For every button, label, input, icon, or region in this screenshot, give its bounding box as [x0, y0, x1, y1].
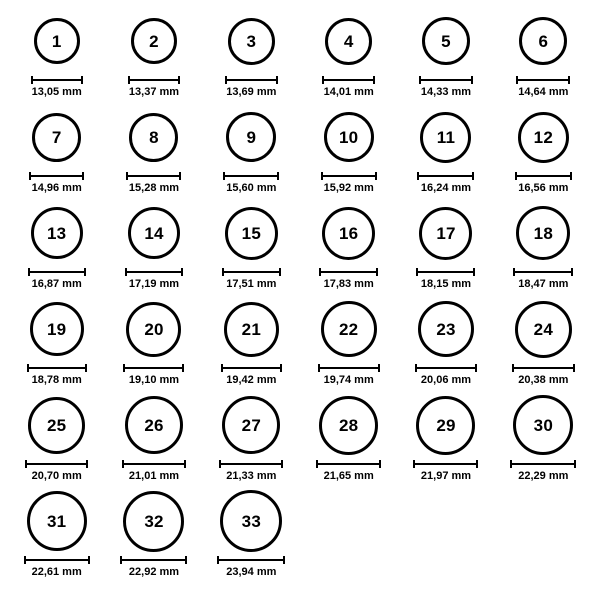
measure-bar-icon [219, 463, 283, 465]
ring-circle-wrap [34, 10, 80, 72]
ring-circle-icon [226, 112, 276, 162]
diameter-label: 13,37 mm [128, 86, 180, 98]
ring-size-number: 19 [47, 319, 67, 339]
diameter-measure-line [419, 76, 473, 84]
ring-circle-wrap [28, 394, 85, 456]
ring-size-number: 3 [246, 31, 257, 51]
ring-circle-wrap [419, 202, 472, 264]
ring-circle-wrap [30, 298, 84, 360]
ring-size-cell [8, 490, 105, 586]
ring-circle-icon [518, 112, 569, 163]
ring-circle-icon [519, 17, 567, 65]
diameter-measure-line [122, 460, 186, 468]
ring-circle-wrap [27, 490, 87, 552]
diameter-measure-line [27, 364, 87, 372]
ring-size-number: 29 [436, 415, 456, 435]
diameter-measure-line [415, 364, 477, 372]
ring-size-cell [203, 10, 300, 106]
measure-bar-icon [222, 271, 281, 273]
diameter-label: 18,15 mm [420, 278, 472, 290]
ring-size-cell [300, 394, 397, 490]
ring-circle-wrap [319, 394, 378, 456]
ring-size-grid [8, 10, 592, 586]
ring-circle-icon [418, 301, 474, 357]
ring-circle-icon [34, 18, 80, 64]
diameter-measure-line [128, 76, 180, 84]
diameter-measure-line [316, 460, 381, 468]
ring-size-number: 33 [241, 511, 261, 531]
ring-size-number: 17 [436, 223, 456, 243]
diameter-measure-line [31, 76, 83, 84]
ring-size-number: 27 [241, 415, 261, 435]
diameter-label: 16,56 mm [518, 182, 569, 194]
diameter-label: 13,05 mm [31, 86, 82, 98]
diameter-measure-line [321, 172, 377, 180]
ring-size-cell [397, 298, 494, 394]
diameter-measure-line [225, 76, 278, 84]
ring-size-cell [495, 202, 592, 298]
measure-bar-icon [316, 463, 381, 465]
ring-size-cell [203, 202, 300, 298]
ring-size-cell [300, 106, 397, 202]
diameter-measure-line [123, 364, 184, 372]
diameter-label: 21,01 mm [128, 470, 180, 482]
ring-circle-icon [515, 301, 572, 358]
diameter-label: 17,51 mm [226, 278, 277, 290]
ring-circle-wrap [32, 106, 81, 168]
measure-bar-icon [516, 79, 570, 81]
ring-size-number: 5 [441, 31, 451, 51]
measure-bar-icon [318, 367, 380, 369]
ring-size-cell [105, 106, 202, 202]
measure-bar-icon [513, 271, 573, 273]
ring-size-number: 25 [47, 415, 67, 435]
diameter-label: 23,94 mm [226, 566, 277, 578]
ring-circle-icon [319, 396, 378, 455]
ring-size-number: 6 [538, 31, 549, 51]
ring-size-cell [300, 10, 397, 106]
ring-size-cell [8, 10, 105, 106]
ring-circle-wrap [126, 298, 181, 360]
diameter-label: 22,92 mm [128, 566, 180, 578]
ring-circle-icon [321, 301, 377, 357]
ring-size-cell [203, 394, 300, 490]
ring-circle-wrap [131, 10, 177, 72]
ring-circle-wrap [516, 202, 570, 264]
ring-size-cell [203, 106, 300, 202]
diameter-label: 14,33 mm [420, 86, 472, 98]
measure-bar-icon [126, 175, 181, 177]
ring-circle-wrap [226, 106, 276, 168]
ring-circle-wrap [519, 10, 567, 72]
ring-circle-icon [416, 396, 475, 455]
diameter-measure-line [513, 268, 573, 276]
ring-circle-wrap [31, 202, 83, 264]
diameter-label: 15,28 mm [128, 182, 180, 194]
diameter-label: 15,60 mm [226, 182, 277, 194]
diameter-label: 14,96 mm [31, 182, 82, 194]
measure-bar-icon [125, 271, 183, 273]
ring-size-number: 23 [436, 319, 456, 339]
ring-circle-wrap [416, 394, 475, 456]
diameter-measure-line [512, 364, 575, 372]
ring-circle-icon [322, 207, 375, 260]
ring-circle-icon [324, 112, 374, 162]
ring-size-cell [8, 394, 105, 490]
ring-size-cell [105, 202, 202, 298]
diameter-measure-line [322, 76, 375, 84]
ring-circle-wrap [129, 106, 178, 168]
diameter-measure-line [217, 556, 285, 564]
ring-size-number: 26 [144, 415, 164, 435]
ring-size-cell [105, 298, 202, 394]
diameter-measure-line [510, 460, 576, 468]
ring-circle-wrap [123, 490, 184, 552]
ring-size-cell [397, 202, 494, 298]
diameter-label: 19,10 mm [128, 374, 180, 386]
measure-bar-icon [123, 367, 184, 369]
measure-bar-icon [417, 175, 474, 177]
measure-bar-icon [223, 175, 279, 177]
diameter-measure-line [25, 460, 88, 468]
diameter-label: 13,69 mm [226, 86, 277, 98]
diameter-label: 21,97 mm [420, 470, 472, 482]
ring-size-number: 18 [533, 223, 553, 243]
ring-size-number: 4 [343, 31, 354, 51]
ring-size-number: 22 [339, 319, 359, 339]
diameter-measure-line [24, 556, 90, 564]
measure-bar-icon [415, 367, 477, 369]
measure-bar-icon [24, 559, 90, 561]
ring-circle-wrap [321, 298, 377, 360]
measure-bar-icon [225, 79, 278, 81]
ring-size-number: 8 [149, 127, 159, 147]
ring-circle-wrap [325, 10, 372, 72]
ring-size-number: 21 [241, 319, 261, 339]
ring-circle-icon [224, 302, 279, 357]
ring-circle-icon [222, 396, 280, 454]
diameter-measure-line [29, 172, 84, 180]
diameter-label: 18,47 mm [518, 278, 569, 290]
ring-size-number: 24 [533, 319, 553, 339]
measure-bar-icon [217, 559, 285, 561]
measure-bar-icon [120, 559, 187, 561]
ring-size-cell [495, 106, 592, 202]
diameter-label: 20,70 mm [31, 470, 82, 482]
diameter-measure-line [319, 268, 378, 276]
diameter-measure-line [28, 268, 86, 276]
ring-circle-icon [513, 395, 573, 455]
measure-bar-icon [25, 463, 88, 465]
measure-bar-icon [416, 271, 475, 273]
ring-circle-icon [31, 207, 83, 259]
diameter-measure-line [318, 364, 380, 372]
ring-circle-icon [228, 18, 275, 65]
diameter-label: 21,65 mm [323, 470, 374, 482]
ring-size-number: 1 [51, 31, 62, 51]
diameter-label: 18,78 mm [31, 374, 82, 386]
diameter-label: 21,33 mm [226, 470, 277, 482]
ring-circle-wrap [225, 202, 278, 264]
diameter-measure-line [221, 364, 282, 372]
diameter-label: 16,87 mm [31, 278, 82, 290]
ring-size-cell [105, 394, 202, 490]
measure-bar-icon [321, 175, 377, 177]
ring-size-number: 10 [339, 127, 359, 147]
diameter-measure-line [126, 172, 181, 180]
ring-size-cell [105, 490, 202, 586]
diameter-measure-line [516, 76, 570, 84]
diameter-measure-line [515, 172, 572, 180]
ring-circle-icon [128, 207, 180, 259]
ring-circle-wrap [420, 106, 471, 168]
diameter-measure-line [219, 460, 283, 468]
measure-bar-icon [28, 271, 86, 273]
measure-bar-icon [29, 175, 84, 177]
measure-bar-icon [319, 271, 378, 273]
ring-circle-wrap [515, 298, 572, 360]
ring-circle-icon [125, 396, 183, 454]
diameter-label: 14,01 mm [323, 86, 374, 98]
ring-size-number: 16 [339, 223, 359, 243]
ring-size-number: 13 [47, 223, 67, 243]
ring-circle-wrap [322, 202, 375, 264]
ring-size-cell [203, 490, 300, 586]
measure-bar-icon [512, 367, 575, 369]
ring-circle-icon [27, 491, 87, 551]
measure-bar-icon [419, 79, 473, 81]
ring-circle-wrap [518, 106, 569, 168]
ring-circle-wrap [513, 394, 573, 456]
ring-size-cell [495, 10, 592, 106]
ring-size-number: 31 [47, 511, 67, 531]
ring-size-number: 12 [533, 127, 553, 147]
ring-size-number: 2 [149, 31, 159, 51]
ring-circle-icon [419, 207, 472, 260]
ring-circle-icon [220, 490, 282, 552]
diameter-measure-line [416, 268, 475, 276]
ring-circle-wrap [418, 298, 474, 360]
measure-bar-icon [413, 463, 478, 465]
ring-size-number: 30 [533, 415, 553, 435]
measure-bar-icon [221, 367, 282, 369]
diameter-label: 16,24 mm [420, 182, 472, 194]
measure-bar-icon [128, 79, 180, 81]
ring-circle-icon [32, 113, 81, 162]
ring-size-number: 7 [51, 127, 62, 147]
ring-size-number: 28 [339, 415, 359, 435]
ring-circle-icon [129, 113, 178, 162]
measure-bar-icon [31, 79, 83, 81]
diameter-label: 19,42 mm [226, 374, 277, 386]
ring-circle-wrap [125, 394, 183, 456]
diameter-label: 22,29 mm [518, 470, 569, 482]
ring-circle-icon [422, 17, 470, 65]
ring-size-cell [495, 394, 592, 490]
ring-size-cell [397, 106, 494, 202]
ring-circle-icon [516, 206, 570, 260]
ring-circle-wrap [422, 10, 470, 72]
diameter-measure-line [417, 172, 474, 180]
ring-circle-wrap [228, 10, 275, 72]
ring-circle-wrap [222, 394, 280, 456]
ring-size-cell [105, 10, 202, 106]
ring-size-cell [203, 298, 300, 394]
ring-size-number: 32 [144, 511, 164, 531]
diameter-label: 22,61 mm [31, 566, 82, 578]
measure-bar-icon [27, 367, 87, 369]
diameter-measure-line [125, 268, 183, 276]
ring-circle-wrap [324, 106, 374, 168]
ring-circle-icon [30, 302, 84, 356]
ring-size-cell [495, 298, 592, 394]
measure-bar-icon [122, 463, 186, 465]
ring-size-cell [300, 298, 397, 394]
ring-size-number: 14 [144, 223, 164, 243]
diameter-label: 20,38 mm [518, 374, 569, 386]
diameter-label: 14,64 mm [518, 86, 569, 98]
ring-circle-icon [420, 112, 471, 163]
ring-circle-icon [28, 397, 85, 454]
ring-size-cell [8, 298, 105, 394]
measure-bar-icon [322, 79, 375, 81]
ring-circle-wrap [220, 490, 282, 552]
ring-size-number: 11 [436, 127, 456, 147]
diameter-measure-line [120, 556, 187, 564]
ring-circle-icon [225, 207, 278, 260]
diameter-measure-line [223, 172, 279, 180]
ring-circle-wrap [128, 202, 180, 264]
ring-size-cell [397, 10, 494, 106]
diameter-label: 17,83 mm [323, 278, 374, 290]
diameter-label: 19,74 mm [323, 374, 374, 386]
diameter-label: 15,92 mm [323, 182, 374, 194]
diameter-measure-line [222, 268, 281, 276]
ring-circle-icon [131, 18, 177, 64]
ring-size-cell [300, 202, 397, 298]
ring-size-number: 15 [241, 223, 261, 243]
ring-size-cell [397, 394, 494, 490]
ring-circle-icon [123, 491, 184, 552]
measure-bar-icon [515, 175, 572, 177]
diameter-measure-line [413, 460, 478, 468]
ring-size-number: 20 [144, 319, 164, 339]
diameter-label: 17,19 mm [128, 278, 180, 290]
ring-size-cell [8, 106, 105, 202]
ring-circle-icon [325, 18, 372, 65]
measure-bar-icon [510, 463, 576, 465]
ring-circle-wrap [224, 298, 279, 360]
ring-circle-icon [126, 302, 181, 357]
ring-size-cell [8, 202, 105, 298]
ring-size-number: 9 [246, 127, 257, 147]
diameter-label: 20,06 mm [420, 374, 472, 386]
